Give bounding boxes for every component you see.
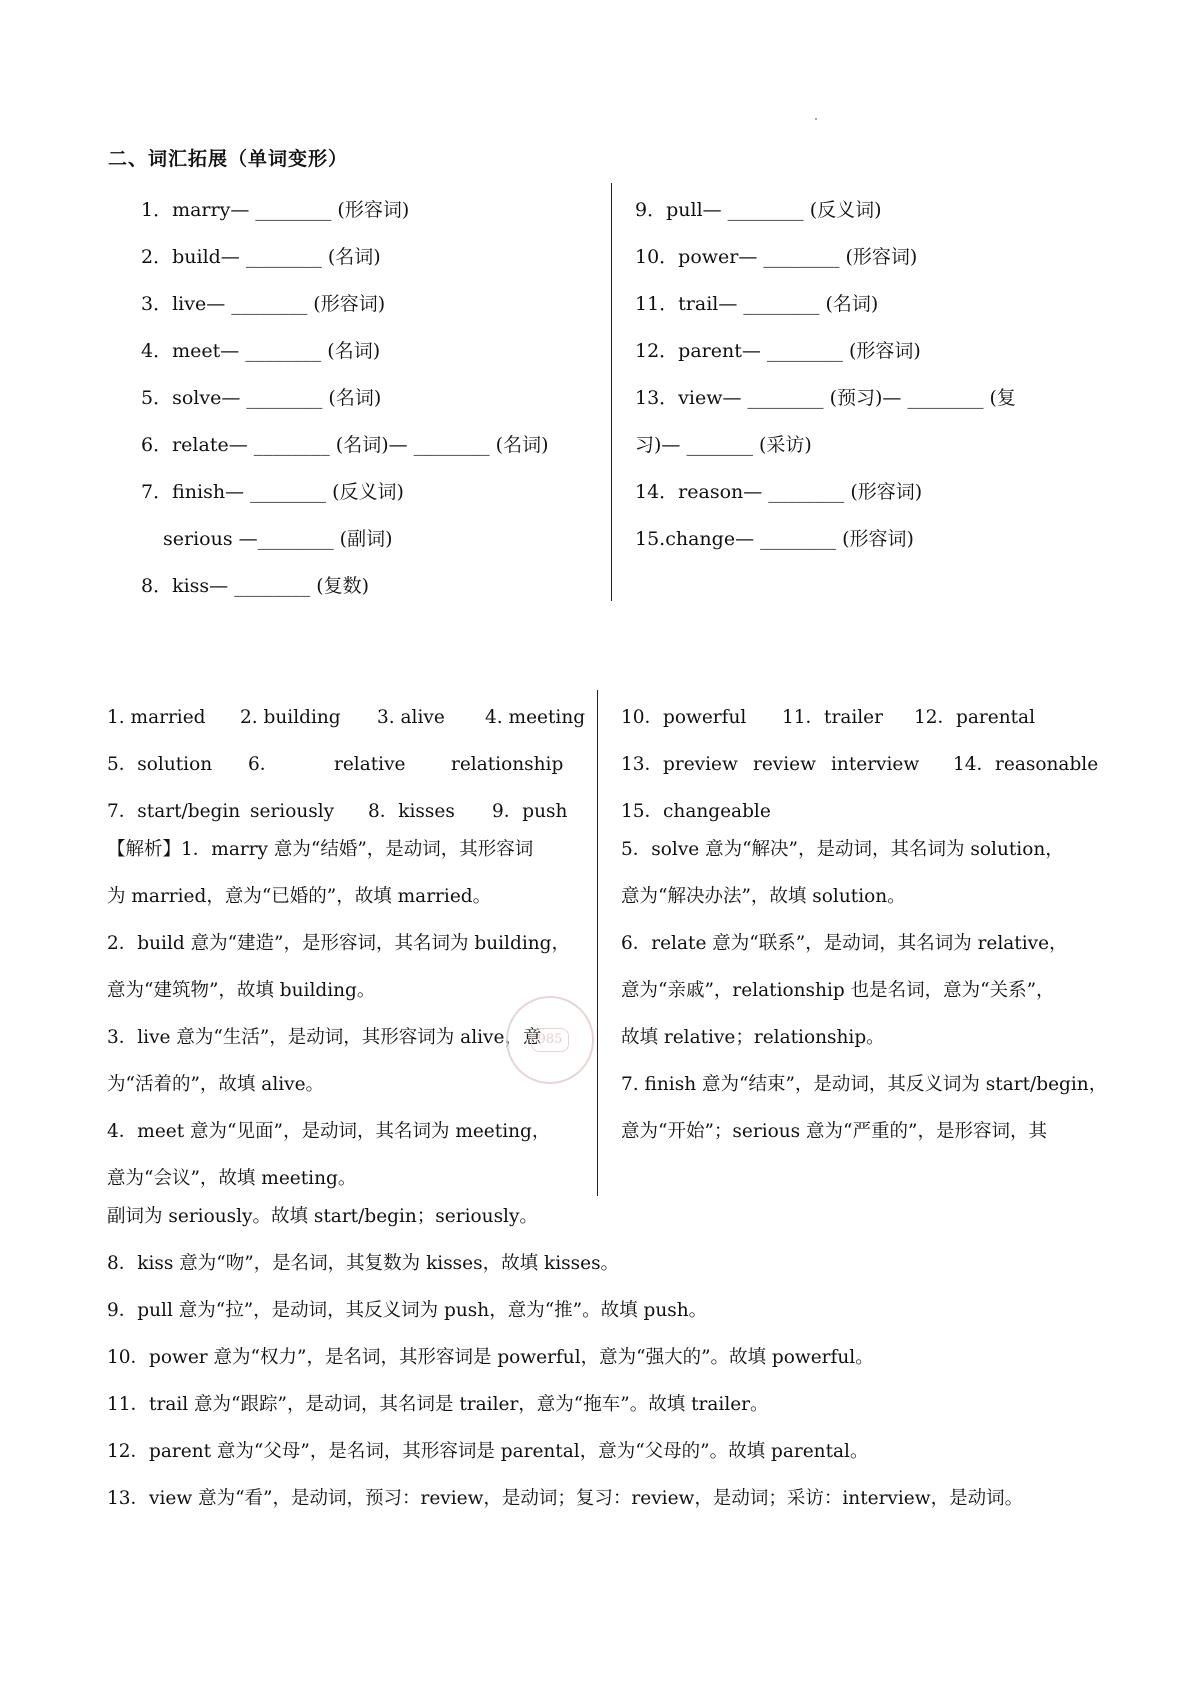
answer-4: 4. meeting [485, 707, 586, 728]
watermark-stamp: 985 [506, 996, 594, 1084]
exercise-7: 7．finish— ________ (反义词) [141, 481, 404, 503]
exercise-15: 15.change— ________ (形容词) [635, 528, 914, 550]
explanation-full-line: 副词为 seriously。故填 start/begin；seriously。 [107, 1206, 538, 1227]
answer-8: 8．kisses [368, 801, 455, 822]
exercise-5: 5．solve— ________ (名词) [141, 387, 382, 409]
answer-3: 3. alive [377, 707, 445, 728]
exercise-7b: serious —________ (副词) [163, 528, 393, 550]
answer-12: 12．parental [914, 707, 1035, 728]
answer-2: 2. building [240, 707, 341, 728]
exercise-10: 10．power— ________ (形容词) [635, 246, 918, 268]
explanation-left-line: 4．meet 意为“见面”，是动词，其名词为 meeting， [107, 1121, 551, 1142]
explanation-left-line: 为 married，意为“已婚的”，故填 married。 [107, 886, 492, 907]
answer-15: 15．changeable [621, 801, 771, 822]
exercise-12: 12．parent— ________ (形容词) [635, 340, 921, 362]
explanation-right-line: 意为“亲戚”，relationship 也是名词，意为“关系”， [621, 980, 1055, 1001]
explanation-full-line: 11．trail 意为“跟踪”，是动词，其名词是 trailer，意为“拖车”。故填 trailer。 [107, 1394, 769, 1415]
answer-6b: relationship [451, 754, 564, 775]
exercise-4: 4．meet— ________ (名词) [141, 340, 381, 362]
explanation-full-line: 10．power 意为“权力”，是名词，其形容词是 powerful，意为“强大的”。故填 powerful。 [107, 1347, 874, 1368]
column-divider-answers [597, 690, 598, 1196]
answer-6: 6． [248, 754, 279, 775]
explanation-right-line: 6．relate 意为“联系”，是动词，其名词为 relative， [621, 933, 1068, 954]
explanation-right-line: 5．solve 意为“解决”，是动词，其名词为 solution， [621, 839, 1064, 860]
answer-5: 5．solution [107, 754, 213, 775]
explanation-right-line: 故填 relative；relationship。 [621, 1027, 885, 1048]
explanation-full-line: 8．kiss 意为“吻”，是名词，其复数为 kisses，故填 kisses。 [107, 1253, 620, 1274]
explanation-left-line: 意为“建筑物”，故填 building。 [107, 980, 376, 1001]
answer-13c: interview [831, 754, 920, 775]
explanation-full-line: 12．parent 意为“父母”，是名词，其形容词是 parental，意为“父母的”。故填 parental。 [107, 1441, 869, 1462]
exercise-1: 1．marry— ________ (形容词) [141, 199, 410, 221]
exercise-13b: 习)— _______ (采访) [635, 434, 812, 456]
answer-13: 13．preview [621, 754, 738, 775]
answer-14: 14．reasonable [953, 754, 1099, 775]
answer-7: 7．start/begin [107, 801, 241, 822]
explanation-full-line: 9．pull 意为“拉”，是动词，其反义词为 push，意为“推”。故填 push。 [107, 1300, 708, 1321]
explanation-right-line: 意为“解决办法”，故填 solution。 [621, 886, 906, 907]
explanation-right-line: 意为“开始”；serious 意为“严重的”，是形容词，其 [621, 1121, 1047, 1142]
explanation-full-line: 13．view 意为“看”，是动词，预习：review，是动词；复习：review，是动词；采访：interview，是动词。 [107, 1488, 1024, 1509]
column-divider-top [611, 183, 612, 601]
explanation-left-line: 为“活着的”，故填 alive。 [107, 1074, 325, 1095]
answer-6a: relative [334, 754, 406, 775]
answer-1: 1. married [107, 707, 206, 728]
explanation-left-line: 意为“会议”，故填 meeting。 [107, 1168, 357, 1189]
answer-11: 11．trailer [782, 707, 883, 728]
explanation-left-line: 2．build 意为“建造”，是形容词，其名词为 building， [107, 933, 570, 954]
explanation-left-line: 3．live 意为“生活”，是动词，其形容词为 alive，意 [107, 1027, 542, 1048]
answer-9: 9．push [492, 801, 568, 822]
exercise-9: 9．pull— ________ (反义词) [635, 199, 882, 221]
exercise-2: 2．build— ________ (名词) [141, 246, 381, 268]
exercise-11: 11．trail— ________ (名词) [635, 293, 879, 315]
stray-dot [815, 118, 817, 120]
exercise-8: 8．kiss— ________ (复数) [141, 575, 370, 597]
exercise-14: 14．reason— ________ (形容词) [635, 481, 923, 503]
answer-10: 10．powerful [621, 707, 747, 728]
exercise-6: 6．relate— ________ (名词)— ________ (名词) [141, 434, 549, 456]
explanation-left-line: 【解析】1．marry 意为“结婚”，是动词，其形容词 [107, 839, 534, 860]
answer-7b: seriously [250, 801, 335, 822]
answer-13b: review [753, 754, 816, 775]
section-title: 二、词汇拓展（单词变形） [108, 148, 349, 170]
exercise-3: 3．live— ________ (形容词) [141, 293, 386, 315]
exercise-13: 13．view— ________ (预习)— ________ (复 [635, 387, 1016, 409]
explanation-right-line: 7. finish 意为“结束”，是动词，其反义词为 start/begin， [621, 1074, 1108, 1095]
